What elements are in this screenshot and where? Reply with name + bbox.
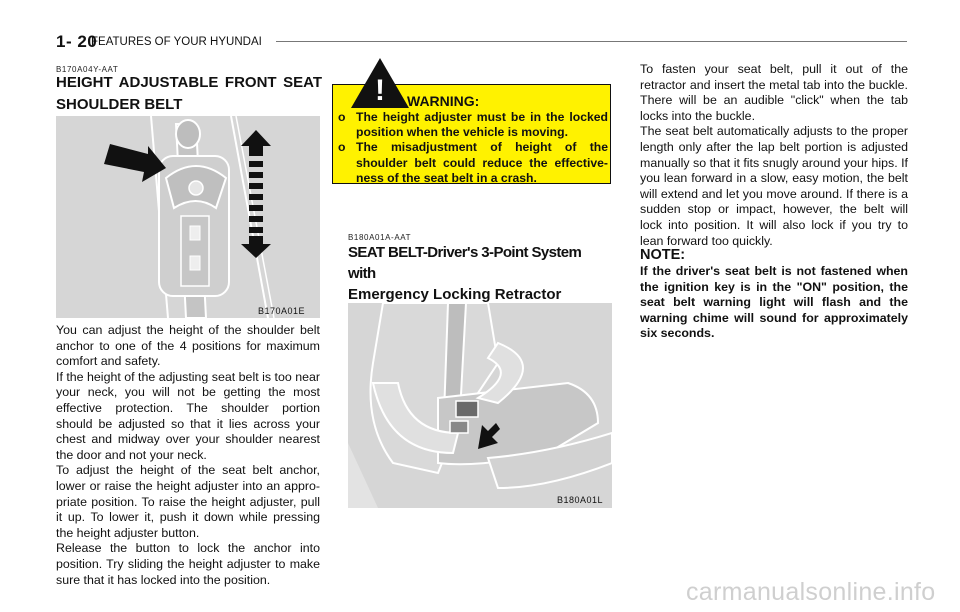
heading-line-2: SHOULDER BELT xyxy=(56,96,183,113)
warning-bullet: o xyxy=(338,140,346,155)
heading-line-1: SEAT BELT-Driver's 3-Point System with xyxy=(348,244,582,282)
warning-symbol: ! xyxy=(375,74,385,107)
figure-caption: B180A01L xyxy=(557,495,604,505)
warning-item xyxy=(338,110,608,140)
section-heading xyxy=(56,72,322,116)
section-code: B170A04Y-AAT xyxy=(56,65,119,74)
fasten-belt-drawing xyxy=(348,303,612,508)
warning-triangle-icon xyxy=(351,58,409,108)
figure-caption: B170A01E xyxy=(258,306,306,316)
page-number: 1- 20 xyxy=(56,32,98,51)
fasten-belt-illustration xyxy=(348,303,612,508)
watermark: carmanualsonline.info xyxy=(686,578,936,606)
warning-item-text: The misadjustment of height of the shoulder belt could reduce the effective- ness of the seat belt in a crash. xyxy=(356,140,608,185)
height-adjuster-drawing xyxy=(56,116,320,318)
body-paragraph: You can adjust the height of the shoulder belt anchor to one of the 4 positions for maximum comfort and safety. If the height of the adjusting seat belt is too near your neck, you will not be getting the most effective protection. The shoulder portion should be adjusted so that it lies across your chest and midway over your shoulder nearest the door and not your neck. To adjust the height of the seat belt anchor, lower or raise the height adjuster into an appro- priate position. To raise the height adjuster, pull it up. To lower it, push it down while pressing the height adjuster button. Release the button to lock the anchor into position. Try sliding the height adjuster to make sure that it has locked into the position. xyxy=(56,323,320,587)
body-paragraph: To fasten your seat belt, pull it out of the retractor and insert the metal tab into the buckle. There will be an audible "click" when the tab locks into the buckle. The seat belt automatically adjusts to the proper length only after the lap belt portion is adjusted manually so that it fits snugly around your hips. If you lean forward in a slow, easy motion, the belt will extend and let you move around. If there is a sudden stop or impact, however, the belt will lock into position. It will also lock if you try to lean forward too quickly. xyxy=(640,62,908,248)
warning-list xyxy=(338,110,608,186)
warning-title: WARNING: xyxy=(407,93,480,109)
warning-item-text: The height adjuster must be in the locked position when the vehicle is moving. xyxy=(356,110,608,140)
section-title: FEATURES OF YOUR HYUNDAI xyxy=(91,36,262,48)
height-adjuster-illustration xyxy=(56,116,320,318)
header-rule xyxy=(276,41,907,42)
section-code: B180A01A-AAT xyxy=(348,233,412,242)
note-body: If the driver's seat belt is not fastened when the ignition key is in the "ON" position, the seat belt warning light will flash and the warning chime will sound for approximately six seconds. xyxy=(640,264,908,341)
heading-line-2: Emergency Locking Retractor xyxy=(348,286,562,303)
warning-bullet: o xyxy=(338,110,346,124)
heading-line-1: HEIGHT ADJUSTABLE FRONT SEAT xyxy=(56,74,322,91)
warning-item xyxy=(338,140,608,186)
note-heading: NOTE: xyxy=(640,247,686,263)
